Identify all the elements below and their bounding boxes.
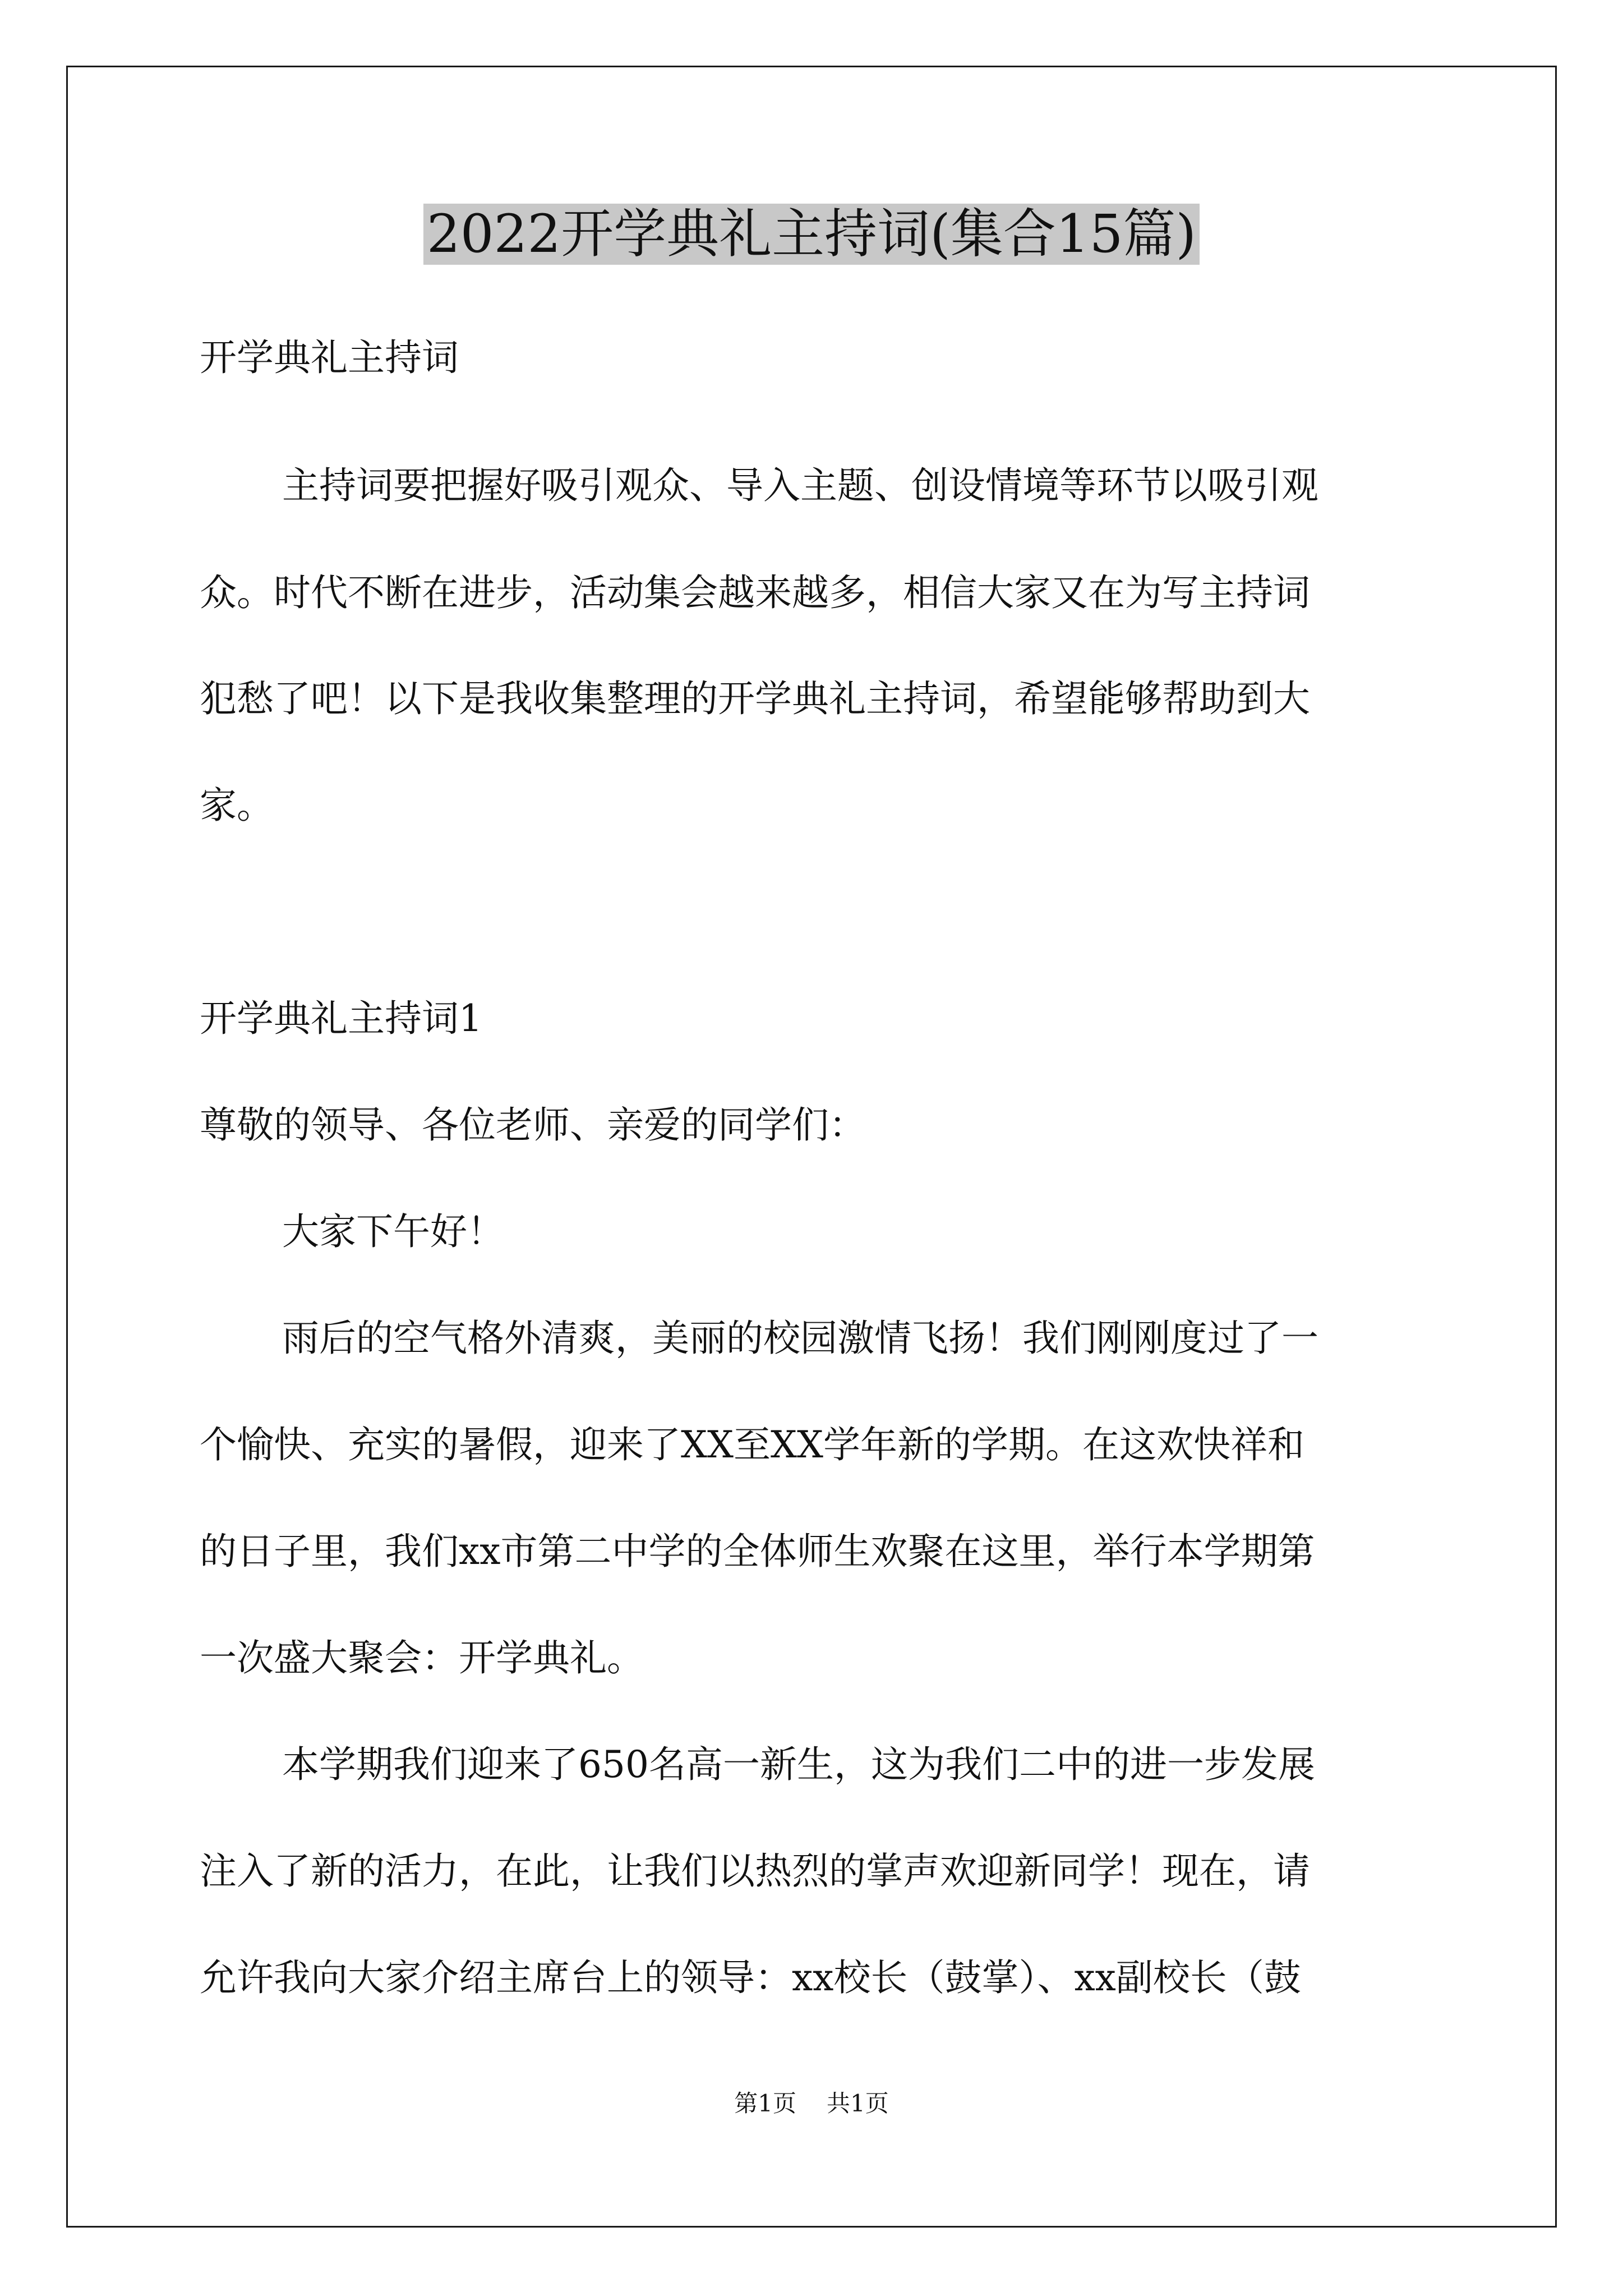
paragraph-line: 犯愁了吧！以下是我收集整理的开学典礼主持词，希望能够帮助到大	[200, 677, 1310, 720]
page-footer	[0, 2087, 1623, 2120]
paragraph-line: 的日子里，我们xx市第二中学的全体师生欢聚在这里，举行本学期第	[200, 1530, 1315, 1573]
document-title	[0, 195, 1623, 274]
paragraph-line: 雨后的空气格外清爽，美丽的校园激情飞扬！我们刚刚度过了一	[282, 1317, 1318, 1360]
paragraph-line: 允许我向大家介绍主席台上的领导：xx校长（鼓掌）、xx副校长（鼓	[200, 1956, 1301, 1999]
paragraph-line: 家。	[200, 784, 274, 827]
salutation-line: 尊敬的领导、各位老师、亲爱的同学们：	[200, 1103, 866, 1147]
document-title-text: 2022开学典礼主持词(集合15篇)	[423, 204, 1200, 265]
paragraph-line: 本学期我们迎来了650名高一新生，这为我们二中的进一步发展	[282, 1743, 1315, 1786]
section-heading: 开学典礼主持词	[200, 336, 459, 379]
paragraph-line: 主持词要把握好吸引观众、导入主题、创设情境等环节以吸引观	[282, 464, 1318, 507]
section-heading: 开学典礼主持词1	[200, 997, 482, 1040]
page-total: 共1页	[827, 2090, 889, 2117]
paragraph-line: 注入了新的活力，在此，让我们以热烈的掌声欢迎新同学！现在，请	[200, 1849, 1310, 1893]
greeting-line: 大家下午好！	[282, 1210, 504, 1253]
paragraph-line: 众。时代不断在进步，活动集会越来越多，相信大家又在为写主持词	[200, 571, 1310, 614]
paragraph-line: 个愉快、充实的暑假，迎来了XX至XX学年新的学期。在这欢快祥和	[200, 1423, 1304, 1466]
paragraph-line: 一次盛大聚会：开学典礼。	[200, 1636, 644, 1680]
page-number: 第1页	[734, 2090, 796, 2117]
